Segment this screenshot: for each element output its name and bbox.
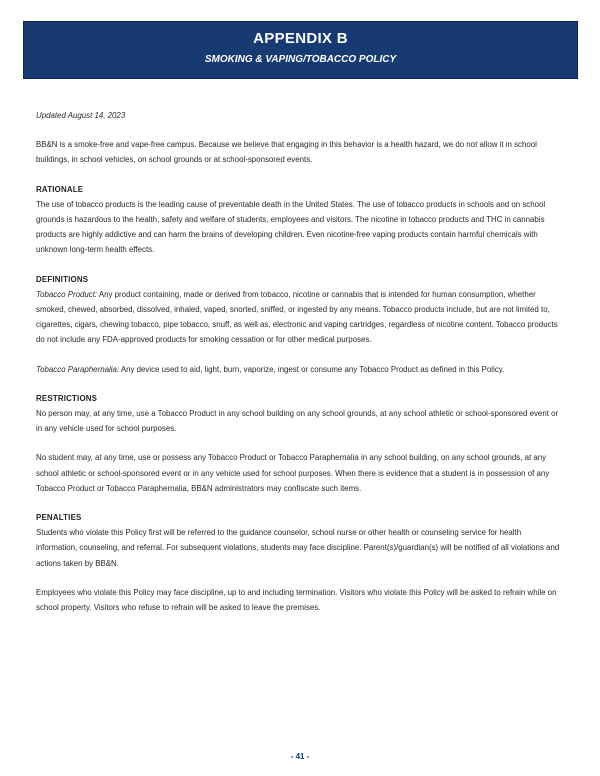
- updated-date: Updated August 14, 2023: [36, 111, 126, 120]
- penalties-heading: PENALTIES: [36, 513, 82, 523]
- rationale-paragraph: The use of tobacco products is the leading cause of preventable death in the United States. The use of tobacco products in schools and on school grounds is hazardous to the health, safety and welfare of students, employees and visitors. The nicotine in tobacco products and THC in cannabis products are highly addictive and can harm the brains of developing children. Even nicotine-free vaping products contain harmful chemicals with unknown long-term health effects.: [36, 199, 546, 255]
- restrictions-section: [36, 391, 560, 496]
- restrictions-paragraph: No student may, at any time, use or possess any Tobacco Product or Tobacco Paraphernalia in any school building, on any school grounds, at any school athletic or school-sponsored event or in any vehicle used for school purposes. When there is evidence that a student is in possession of any Tobacco Product or Tobacco Paraphernalia, BB&N administrators may confiscate such items.: [36, 453, 550, 493]
- restrictions-paragraph: No person may, at any time, use a Tobacco Product in any school building on any school grounds, at any school athletic or school-sponsored event or in any vehicle used for school purposes.: [36, 409, 559, 434]
- definition-term: Tobacco Product:: [36, 289, 98, 299]
- rationale-section: [36, 182, 560, 258]
- policy-body: [36, 108, 560, 629]
- policy-subtitle: SMOKING & VAPING/TOBACCO POLICY: [204, 54, 397, 65]
- definitions-heading: DEFINITIONS: [36, 274, 89, 284]
- penalties-paragraph: Students who violate this Policy first will be referred to the guidance counselor, school nurse or other health or counseling service for health information, counseling, and referral. For subsequent violations, students may face discipline. Parent(s)/guardian(s) will be notified of all violations and actions taken by BB&N.: [36, 528, 560, 568]
- restrictions-heading: RESTRICTIONS: [36, 393, 98, 403]
- definitions-section: [36, 272, 560, 377]
- appendix-header-banner: [23, 21, 578, 79]
- definition-tobacco-product: [36, 287, 560, 348]
- rationale-heading: RATIONALE: [36, 184, 84, 194]
- penalties-paragraph: Employees who violate this Policy may face discipline, up to and including termination. Visitors who violate this Policy will be asked to refrain while on school property. Visitors who refuse to refrain will be asked to leave the premises.: [36, 587, 557, 613]
- appendix-title: APPENDIX B: [253, 30, 348, 47]
- page-number: - 41 -: [290, 752, 310, 761]
- definition-term: Tobacco Paraphernalia:: [36, 364, 120, 374]
- penalties-section: [36, 510, 560, 615]
- definition-tobacco-paraphernalia: [36, 362, 560, 377]
- intro-paragraph: BB&N is a smoke-free and vape-free campus. Because we believe that engaging in this behavior is a health hazard, we do not allow it in school buildings, in school vehicles, on school grounds or at school-sponsored events.: [36, 140, 537, 165]
- definition-text: Any product containing, made or derived from tobacco, nicotine or cannabis that is intended for human consumption, whether smoked, chewed, absorbed, dissolved, inhaled, vaped, snorted, sniffed, or ingested by any means. Tobacco products include, but are not limited to, cigarettes, cigars, chewing tobacco, pipe tobacco, snuff, as well as, electronic and vaping cartridges, regardless of nicotine content. Tobacco products do not include any FDA-approved products for smoking cessation or for other medical purposes.: [36, 289, 558, 345]
- definition-text: Any device used to aid, light, burn, vaporize, ingest or consume any Tobacco Product as defined in this Policy.: [119, 364, 505, 374]
